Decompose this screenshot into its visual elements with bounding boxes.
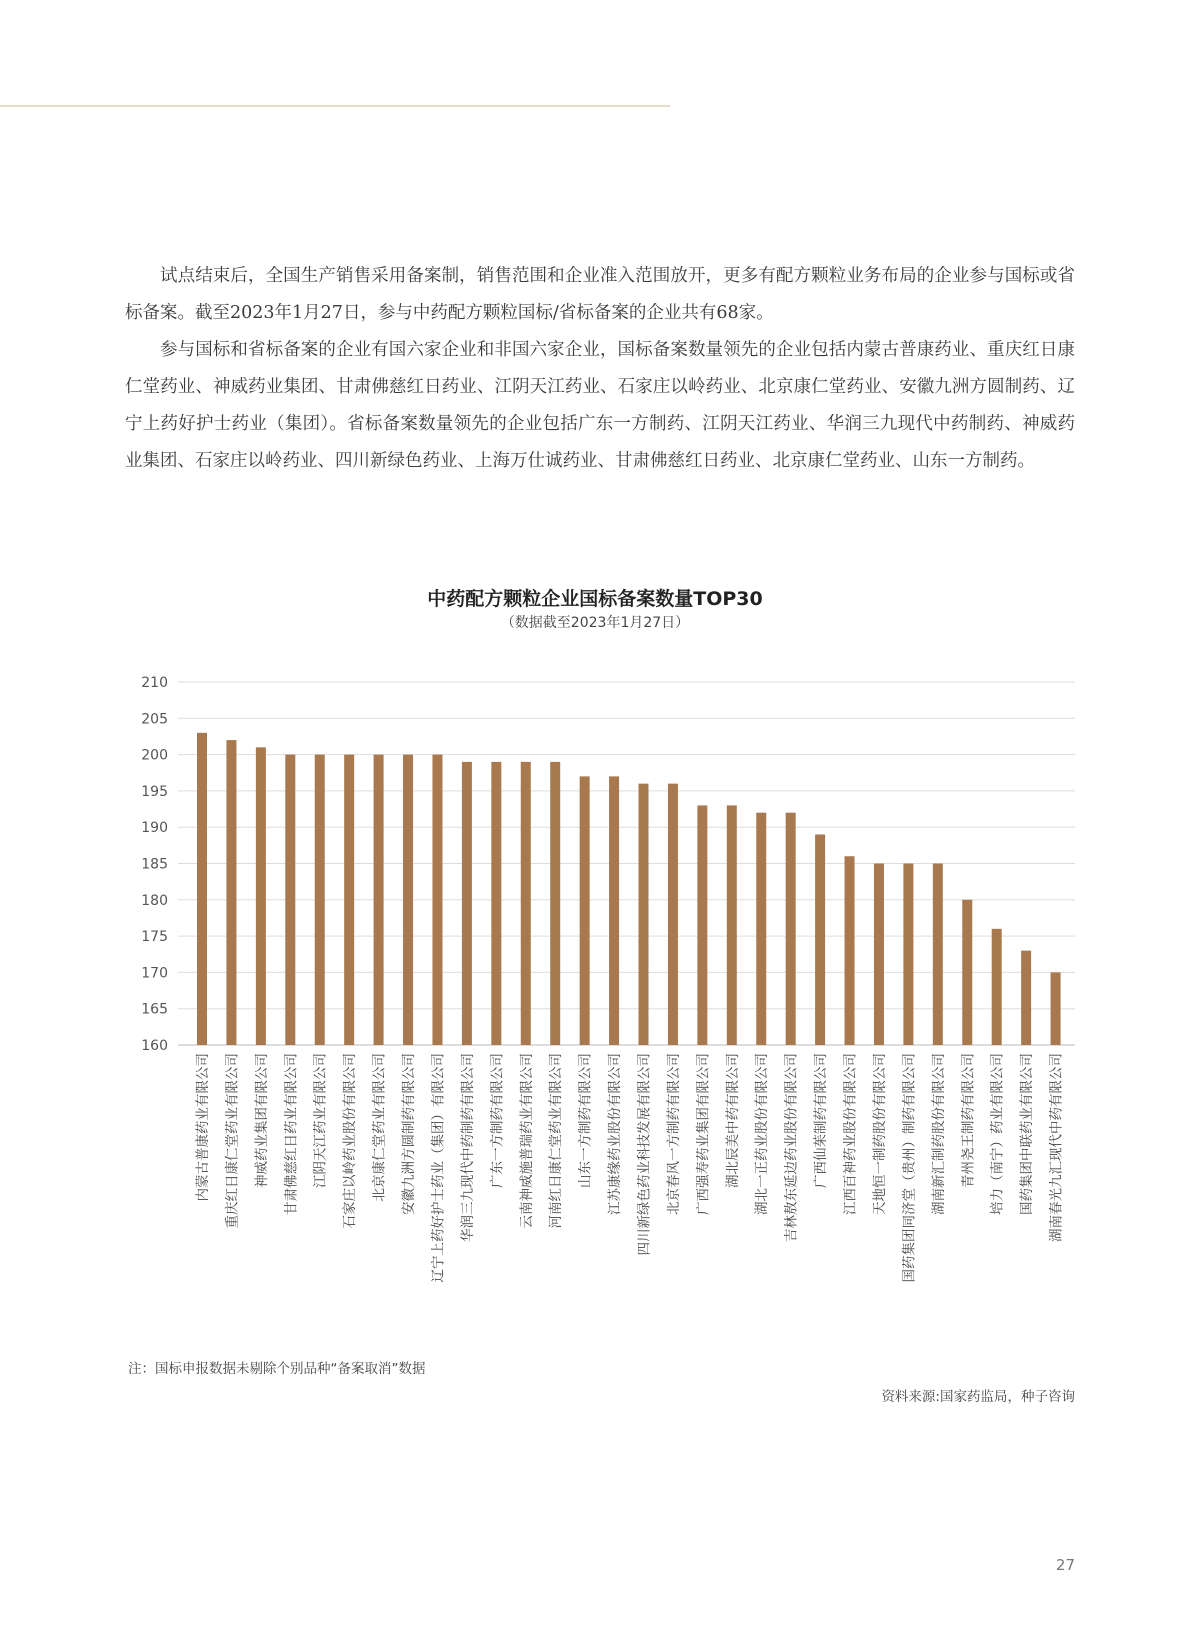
bar <box>403 755 413 1045</box>
x-category-label: 湖北一正药业股份有限公司 <box>754 1053 771 1215</box>
x-category-label: 青州尧王制药有限公司 <box>960 1053 977 1188</box>
bar <box>491 762 501 1045</box>
bar <box>992 929 1002 1045</box>
y-tick-label: 205 <box>141 711 168 728</box>
bar <box>226 740 236 1045</box>
bar <box>874 864 884 1046</box>
y-tick-label: 180 <box>141 892 168 909</box>
paragraph-2: 参与国标和省标备案的企业有国六家企业和非国六家企业，国标备案数量领先的企业包括内蒙古普康药业、重庆红日康仁堂药业、神威药业集团、甘肃佛慈红日药业、江阴天江药业、石家庄以岭药业、北京康仁堂药业、安徽九洲方圆制药、辽宁上药好护士药业（集团）。省标备案数量领先的企业包括广东一方制药、江阴天江药业、华润三九现代中药制药、神威药业集团、石家庄以岭药业、四川新绿色药业、上海万仕诚药业、甘肃佛慈红日药业、北京康仁堂药业、山东一方制药。 <box>125 340 1075 471</box>
y-tick-label: 210 <box>141 675 168 691</box>
x-category-label: 山东一方制药有限公司 <box>577 1053 594 1188</box>
x-category-label: 内蒙古普康药业有限公司 <box>195 1053 211 1202</box>
bar <box>639 784 649 1045</box>
x-category-label: 江苏康缘药业股份有限公司 <box>607 1053 624 1215</box>
y-tick-label: 190 <box>141 820 168 837</box>
paragraph-1: 试点结束后，全国生产销售采用备案制，销售范围和企业准入范围放开，更多有配方颗粒业务布局的企业参与国标或省标备案。截至2023年1月27日，参与中药配方颗粒国标/省标备案的企业共有68家。 <box>125 266 1075 323</box>
y-tick-label: 200 <box>141 747 168 764</box>
x-category-label: 四川新绿色药业科技发展有限公司 <box>636 1053 653 1256</box>
bar <box>962 900 972 1045</box>
x-category-label: 河南红日康仁堂药业有限公司 <box>548 1053 565 1229</box>
y-tick-label: 160 <box>141 1038 168 1054</box>
y-tick-label: 185 <box>141 856 168 873</box>
data-source: 资料来源:国家药监局，种子咨询 <box>881 1389 1075 1405</box>
bar <box>668 784 678 1045</box>
x-category-label: 湖北辰美中药有限公司 <box>724 1053 741 1188</box>
x-category-label: 培力（南宁）药业有限公司 <box>989 1053 1006 1215</box>
x-category-label: 华润三九现代中药制药有限公司 <box>459 1053 476 1242</box>
x-category-label: 云南神威施普瑞药业有限公司 <box>518 1053 535 1229</box>
x-category-label: 北京康仁堂药业有限公司 <box>371 1053 388 1202</box>
chart-subtitle: （数据截至2023年1月27日） <box>500 615 690 631</box>
x-category-label: 江阴天江药业有限公司 <box>312 1053 329 1188</box>
bar <box>315 755 325 1045</box>
x-category-label: 国药集团中联药业有限公司 <box>1019 1053 1036 1215</box>
bar <box>580 776 590 1045</box>
bar <box>786 813 796 1045</box>
bar <box>256 747 266 1045</box>
x-category-label: 石家庄以岭药业股份有限公司 <box>342 1053 359 1229</box>
x-category-label: 广西仙茱制药有限公司 <box>813 1053 830 1188</box>
bar <box>756 813 766 1045</box>
bar <box>285 755 295 1045</box>
bar <box>197 733 207 1045</box>
x-category-label: 国药集团同济堂（贵州）制药有限公司 <box>901 1053 918 1283</box>
x-category-label: 安徽九洲方圆制药有限公司 <box>401 1053 418 1215</box>
x-category-label: 天地恒一制药股份有限公司 <box>871 1053 888 1215</box>
bar <box>1051 972 1061 1045</box>
page-number: 27 <box>1055 1556 1075 1574</box>
y-tick-label: 170 <box>141 965 168 982</box>
x-category-label: 北京春风一方制药有限公司 <box>665 1053 682 1215</box>
y-tick-label: 175 <box>141 929 168 946</box>
x-category-label: 甘肃佛慈红日药业有限公司 <box>283 1053 300 1215</box>
bar <box>521 762 531 1045</box>
bar <box>933 864 943 1046</box>
x-category-label: 重庆红日康仁堂药业有限公司 <box>224 1053 241 1229</box>
bar <box>550 762 560 1045</box>
bar <box>432 755 442 1045</box>
x-category-label: 广东一方制药有限公司 <box>489 1053 506 1188</box>
x-category-label: 神威药业集团有限公司 <box>253 1053 270 1188</box>
x-category-label: 江西百神药业股份有限公司 <box>842 1053 859 1215</box>
bar <box>609 776 619 1045</box>
chart-note: 注：国标申报数据未剔除个别品种“备案取消”数据 <box>128 1361 426 1377</box>
x-category-label: 广西强寿药业集团有限公司 <box>695 1053 712 1215</box>
bar <box>903 864 913 1046</box>
x-category-label: 辽宁上药好护士药业（集团）有限公司 <box>430 1053 447 1283</box>
bar <box>344 755 354 1045</box>
y-axis-tick-labels <box>141 675 168 1054</box>
bar <box>374 755 384 1045</box>
x-category-label: 吉林敖东延边药业股份有限公司 <box>783 1053 800 1242</box>
bars <box>197 733 1061 1045</box>
x-category-label: 湖南新汇制药股份有限公司 <box>930 1053 947 1215</box>
bar <box>462 762 472 1045</box>
y-tick-label: 165 <box>141 1001 168 1018</box>
bar <box>1021 951 1031 1045</box>
bar <box>815 834 825 1045</box>
x-axis-category-labels <box>194 1053 1065 1283</box>
bar <box>697 805 707 1045</box>
y-tick-label: 195 <box>141 783 168 800</box>
chart-title: 中药配方颗粒企业国标备案数量TOP30 <box>427 588 763 610</box>
x-category-label: 湖南春光九汇现代中药有限公司 <box>1048 1053 1065 1242</box>
bar <box>727 805 737 1045</box>
bar <box>845 856 855 1045</box>
